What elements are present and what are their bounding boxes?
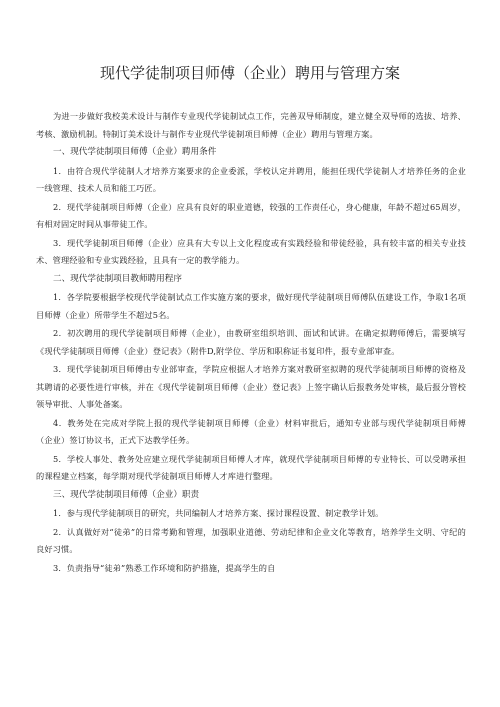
section-item: 1．各学院要根据学校现代学徒制试点工作实施方案的要求，做好现代学徒制项目师傅队伍建设工作，争取1名项目师傅（企业）所带学生不超过5名。 (36, 292, 466, 320)
section-item: 3．现代学徒制项目师傅由专业部审查，学院应根据人才培养方案对教研室拟聘的现代学徒制项目师傅的资格及其聘请的必要性进行审核，并在《现代学徒制项目师傅（企业）登记表》上签字确认后报教务处审核，最后报分管校领导审批、人事处备案。 (36, 364, 466, 409)
section-item: 2．认真做好对“徒弟”的日常考勤和管理，加强职业道德、劳动纪律和企业文化等教育，培养学生文明、守纪的良好习惯。 (36, 526, 466, 554)
section-heading: 一、现代学徒制项目师傅（企业）聘用条件 (53, 147, 217, 157)
section-item: 5．学校人事处、教务处应建立现代学徒制项目师傅人才库，就现代学徒制项目师傅的专业特长、可以受聘承担的课程建立档案，每学期对现代学徒制项目师傅人才库进行整理。 (36, 453, 466, 481)
document-title: 现代学徒制项目师傅（企业）聘用与管理方案 (99, 64, 400, 82)
section-heading: 二、现代学徒制项目教师聘用程序 (53, 273, 182, 284)
section-item: 2．初次聘用的现代学徒制项目师傅（企业），由教研室组织培训、面试和试讲。在确定拟聘师傅后，需要填写《现代学徒制项目师傅（企业）登记表》（附件D,附学位、学历和职称证书复印件，报专业部审查。 (36, 328, 466, 356)
section-item: 1．由符合现代学徒制人才培养方案要求的企业委派，学校认定并聘用，能担任现代学徒制人才培养任务的企业一线管理、技术人员和能工巧匠。 (36, 165, 466, 193)
section-heading: 三、现代学徒制项目师傅（企业）职责 (53, 489, 200, 500)
section-item: 3．现代学徒制项目师傅（企业）应具有大专以上文化程度或有实践经验和带徒经验，具有较丰富的相关专业技术、管理经验和专业实践经验，且具有一定的教学能力。 (36, 237, 466, 265)
section-item: 3．负责指导“徒弟”熟悉工作环境和防护措施，提高学生的自 (53, 562, 276, 573)
document-body (36, 108, 466, 578)
section-item: 2．现代学徒制项目师傅（企业）应具有良好的职业道德，较强的工作责任心，身心健康，年龄不超过65周岁，有相对固定时间从事带徒工作。 (36, 201, 466, 229)
intro-paragraph: 为进一步做好我校美术设计与制作专业现代学徒制试点工作，完善双导师制度，建立健全双导师的选拔、培养、考核、激励机制。特制订美术设计与制作专业现代学徒制项目师傅（企业）聘用与管理方案。 (36, 111, 466, 139)
section-item: 4．教务处在完成对学院上报的现代学徒制项目师傅（企业）材料审批后，通知专业部与现代学徒制项目师傅（企业）签订协议书，正式下达教学任务。 (36, 417, 466, 445)
section-item: 1．参与现代学徒制项目的研究，共同编制人才培养方案、探讨课程设置、制定教学计划。 (53, 508, 384, 518)
